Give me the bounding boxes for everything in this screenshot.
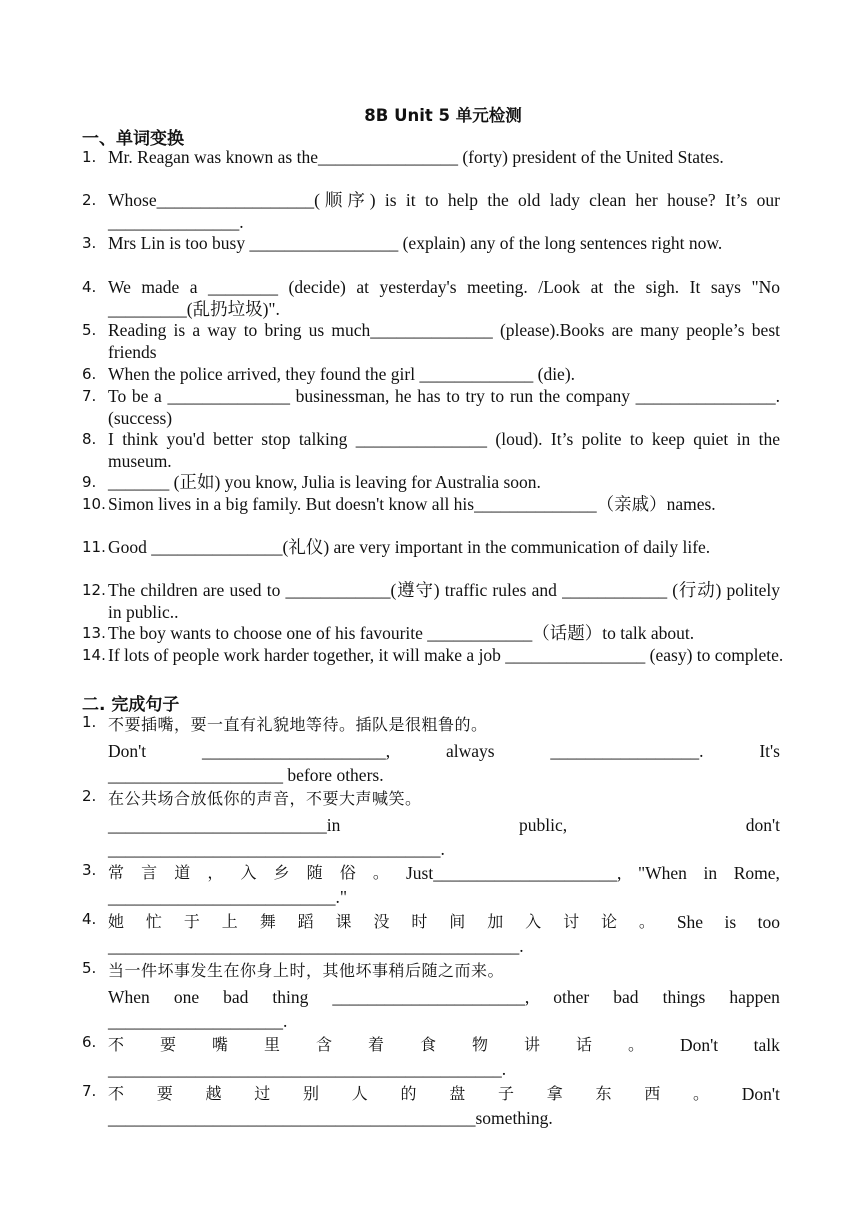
word: 不 (108, 1035, 125, 1054)
item-text: Whose__________________(顺序) is it to help the old lady clean her house? It’s our _______________. (108, 190, 780, 232)
word: Just_____________________, (405, 863, 622, 883)
item-text: Reading is a way to bring us much______________ (please).Books are many people’s best friends (108, 320, 780, 362)
word: 蹈 (297, 912, 315, 931)
answer-line-1 (108, 1082, 780, 1106)
item-number: 5. (82, 321, 97, 339)
word: 讨 (563, 912, 580, 931)
chinese-prompt: 当一件坏事发生在你身上时，其他坏事稍后随之而来。 (108, 961, 505, 980)
word: other (553, 987, 590, 1007)
item-text: Mrs Lin is too busy _________________ (explain) any of the long sentences right now. (108, 233, 723, 253)
item-text: To be a ______________ businessman, he has to try to run the company ________________. (success) (108, 386, 780, 428)
word: 乡 (273, 863, 291, 882)
item-number: 6. (82, 1033, 97, 1051)
answer-line-2: _______________________________________________. (108, 936, 524, 956)
item-number: 10. (82, 495, 106, 513)
word: 。 (628, 1035, 645, 1054)
word: _________________________in (108, 815, 341, 835)
item-text: I think you'd better stop talking _______________ (loud). It’s polite to keep quiet in the museum. (108, 429, 780, 471)
vocab-item-3 (82, 233, 780, 255)
word: happen (729, 987, 780, 1007)
answer-line-2: __________________________." (108, 887, 348, 907)
item-number: 5. (82, 959, 97, 977)
item-number: 3. (82, 861, 97, 879)
word: She (676, 912, 704, 932)
answer-line-2: __________________________________________something. (108, 1108, 553, 1128)
answer-line-2: ____________________. (108, 1011, 288, 1031)
word: always (445, 741, 495, 761)
word: one (173, 987, 200, 1007)
section-2-heading: 二. 完成句子 (82, 695, 180, 715)
word: When (108, 987, 150, 1007)
word: 讲 (524, 1035, 541, 1054)
answer-line-1 (108, 910, 780, 934)
word: 时 (411, 912, 428, 931)
word: things (662, 987, 706, 1007)
item-text: _______ (正如) you know, Julia is leaving for Australia soon. (108, 472, 541, 492)
item-text: If lots of people work harder together, it will make a job ________________ (easy) to complete. (108, 645, 784, 665)
answer-line-2: ____________________ before others. (108, 765, 384, 785)
item-number: 9. (82, 473, 97, 491)
word: 。 (372, 863, 390, 882)
vocab-item-8 (82, 429, 780, 473)
word: Rome, (733, 863, 780, 883)
item-text: Mr. Reagan was known as the________________ (forty) president of the United States. (108, 147, 724, 167)
item-number: 12. (82, 581, 106, 599)
word: 着 (368, 1035, 385, 1054)
word: 要 (160, 1035, 177, 1054)
word: 俗 (339, 863, 357, 882)
word: 食 (420, 1035, 437, 1054)
vocab-item-14 (82, 645, 786, 667)
word: 。 (638, 912, 656, 931)
item-text: We made a ________ (decide) at yesterday's meeting. /Look at the sigh. It says "No _________(乱扔垃圾)". (108, 277, 780, 319)
word: bad (223, 987, 249, 1007)
word: Don't (680, 1035, 719, 1055)
item-number: 1. (82, 713, 97, 731)
word: 没 (373, 912, 390, 931)
word: 要 (156, 1084, 174, 1103)
word: in (703, 863, 718, 883)
word: 含 (316, 1035, 333, 1054)
word: too (757, 912, 780, 932)
word: 里 (264, 1035, 281, 1054)
word: 子 (498, 1084, 515, 1103)
word: 道 (174, 863, 191, 882)
word: 常 (108, 863, 125, 882)
vocab-item-7 (82, 386, 780, 430)
word: "When (637, 863, 687, 883)
answer-line-2: _____________________________________________. (108, 1059, 507, 1079)
item-text: When the police arrived, they found the girl _____________ (die). (108, 364, 576, 384)
word: 拿 (546, 1084, 564, 1103)
word: 。 (693, 1084, 710, 1103)
vocab-item-11 (82, 537, 780, 559)
word: bad (613, 987, 639, 1007)
word: 随 (306, 863, 324, 882)
word: _____________________, (201, 741, 391, 761)
item-number: 1. (82, 148, 97, 166)
section-1-heading: 一、单词变换 (82, 129, 184, 149)
word: 加 (487, 912, 504, 931)
item-number: 7. (82, 387, 97, 405)
item-number: 14. (82, 646, 106, 664)
word: 话 (576, 1035, 593, 1054)
item-number: 7. (82, 1082, 97, 1100)
vocab-item-13 (82, 623, 780, 645)
word: 越 (205, 1084, 223, 1103)
item-number: 4. (82, 910, 97, 928)
item-number: 8. (82, 430, 97, 448)
word: is (724, 912, 737, 932)
word: 过 (254, 1084, 271, 1103)
vocab-item-1 (82, 147, 780, 169)
word: 入 (240, 863, 257, 882)
item-text: Simon lives in a big family. But doesn't know all his______________（亲戚）names. (108, 494, 716, 514)
page-title: 8B Unit 5 单元检测 (364, 106, 522, 125)
word: 上 (221, 912, 239, 931)
word: 舞 (259, 912, 277, 931)
vocab-item-9 (82, 472, 780, 494)
answer-line-2: ______________________________________. (108, 839, 445, 859)
word: Don't (108, 741, 147, 761)
item-number: 6. (82, 365, 97, 383)
item-number: 2. (82, 191, 97, 209)
word: ， (207, 863, 224, 882)
item-number: 11. (82, 538, 106, 556)
item-number: 3. (82, 234, 97, 252)
answer-line-1 (108, 861, 780, 885)
word: 入 (525, 912, 542, 931)
item-number: 13. (82, 624, 106, 642)
word: 盘 (449, 1084, 466, 1103)
word: 西 (644, 1084, 661, 1103)
word: 不 (108, 1084, 125, 1103)
item-text: The boy wants to choose one of his favourite ____________（话题）to talk about. (108, 623, 695, 643)
word: 嘴 (212, 1035, 229, 1054)
word: Don't (741, 1084, 780, 1104)
answer-line-1 (108, 813, 780, 837)
word: 别 (303, 1084, 320, 1103)
word: don't (745, 815, 780, 835)
chinese-prompt: 在公共场合放低你的声音，不要大声喊笑。 (108, 789, 422, 808)
word: ______________________, (332, 987, 530, 1007)
vocab-item-5 (82, 320, 780, 364)
word: 人 (351, 1084, 369, 1103)
word: talk (753, 1035, 780, 1055)
word: thing (272, 987, 309, 1007)
word: public, (518, 815, 568, 835)
word: 课 (335, 912, 353, 931)
word: 东 (595, 1084, 613, 1103)
vocab-item-4 (82, 277, 780, 321)
item-text: Good _______________(礼仪) are very important in the communication of daily life. (108, 537, 711, 557)
vocab-item-12 (82, 580, 780, 624)
word: 论 (600, 912, 618, 931)
word: 的 (400, 1084, 418, 1103)
word: 言 (141, 863, 158, 882)
word: 忙 (145, 912, 163, 931)
chinese-prompt: 不要插嘴，要一直有礼貌地等待。插队是很粗鲁的。 (108, 715, 488, 734)
vocab-item-6 (82, 364, 780, 386)
answer-line-1 (108, 1033, 780, 1057)
vocab-item-10 (82, 494, 780, 516)
word: It's (759, 741, 780, 761)
word: _________________. (550, 741, 704, 761)
word: 她 (108, 912, 125, 931)
word: 间 (449, 912, 466, 931)
word: 于 (183, 912, 201, 931)
answer-line-1 (108, 739, 780, 763)
item-number: 4. (82, 278, 97, 296)
answer-line-1 (108, 985, 780, 1009)
item-number: 2. (82, 787, 97, 805)
word: 物 (472, 1035, 489, 1054)
item-text: The children are used to ____________(遵守) traffic rules and ____________ (行动) politely in public.. (108, 580, 780, 622)
vocab-item-2 (82, 190, 780, 234)
